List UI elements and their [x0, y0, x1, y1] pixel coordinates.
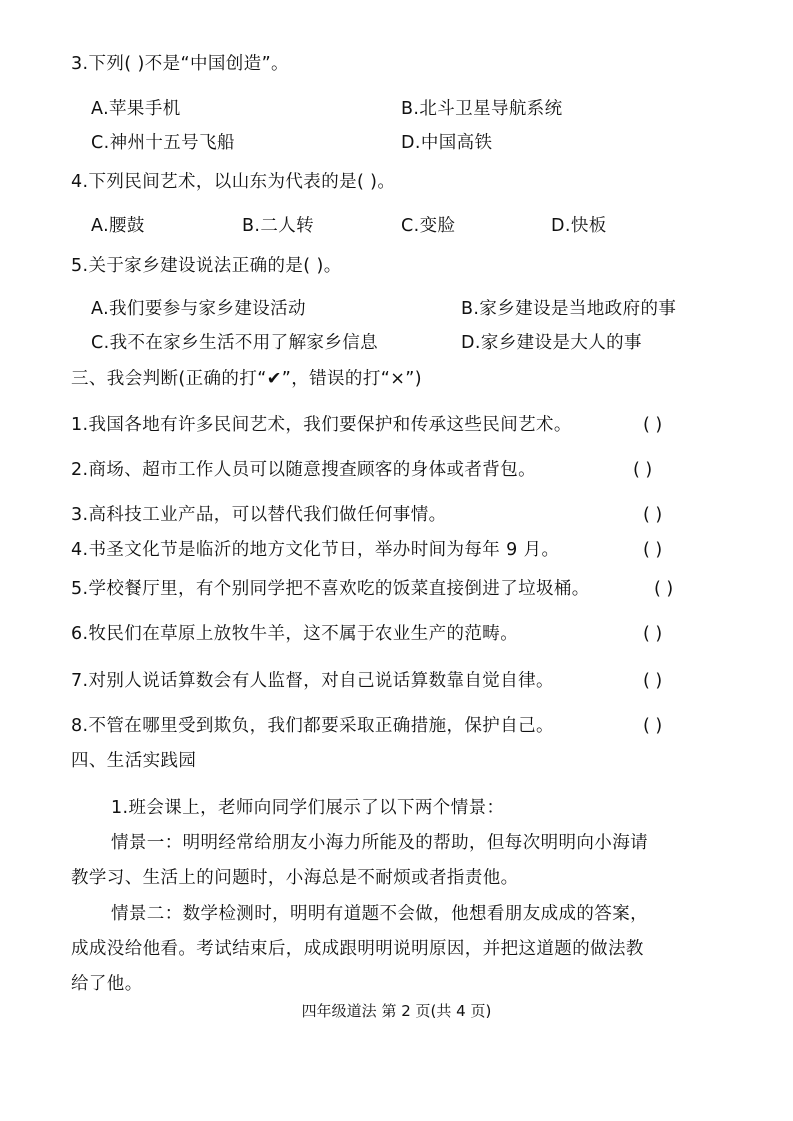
- question-4-option-a: A.腰鼓: [91, 216, 145, 236]
- section-4-intro: 1.班会课上，老师向同学们展示了以下两个情景：: [111, 798, 505, 818]
- judge-item-2-answer[interactable]: ( ): [633, 460, 653, 480]
- judge-item-7-answer[interactable]: ( ): [643, 671, 663, 691]
- scene-1-line-2: 教学习、生活上的问题时，小海总是不耐烦或者指责他。: [71, 868, 519, 888]
- page-footer: 四年级道法 第 2 页(共 4 页): [301, 1002, 492, 1020]
- judge-item-6-answer[interactable]: ( ): [643, 624, 663, 644]
- question-3-option-d: D.中国高铁: [401, 133, 493, 153]
- question-4-option-d: D.快板: [551, 216, 607, 236]
- judge-item-1-answer[interactable]: ( ): [643, 415, 663, 435]
- question-4-stem: 4.下列民间艺术，以山东为代表的是( )。: [71, 172, 396, 192]
- question-5-option-d: D.家乡建设是大人的事: [461, 333, 642, 353]
- question-3-option-b: B.北斗卫星导航系统: [401, 99, 563, 119]
- judge-item-6: 6.牧民们在草原上放牧牛羊，这不属于农业生产的范畴。: [71, 624, 519, 644]
- question-5-stem: 5.关于家乡建设说法正确的是( )。: [71, 256, 342, 276]
- question-3-option-a: A.苹果手机: [91, 99, 181, 119]
- judge-item-1: 1.我国各地有许多民间艺术，我们要保护和传承这些民间艺术。: [71, 415, 572, 435]
- question-4-option-b: B.二人转: [242, 216, 315, 236]
- scene-2-line-2: 成成没给他看。考试结束后，成成跟明明说明原因，并把这道题的做法教: [71, 939, 644, 959]
- scene-2-line-1: 情景二：数学检测时，明明有道题不会做，他想看朋友成成的答案，: [111, 904, 648, 924]
- question-5-option-b: B.家乡建设是当地政府的事: [461, 299, 677, 319]
- scene-2-line-3: 给了他。: [71, 974, 143, 994]
- judge-item-7: 7.对别人说话算数会有人监督，对自己说话算数靠自觉自律。: [71, 671, 554, 691]
- judge-item-2: 2.商场、超市工作人员可以随意搜查顾客的身体或者背包。: [71, 460, 536, 480]
- judge-item-3: 3.高科技工业产品，可以替代我们做任何事情。: [71, 505, 447, 525]
- judge-item-8-answer[interactable]: ( ): [643, 716, 663, 736]
- judge-item-3-answer[interactable]: ( ): [643, 505, 663, 525]
- scene-1-line-1: 情景一：明明经常给朋友小海力所能及的帮助，但每次明明向小海请: [111, 833, 648, 853]
- question-3-stem: 3.下列( )不是“中国创造”。: [71, 54, 289, 74]
- judge-item-5: 5.学校餐厅里，有个别同学把不喜欢吃的饭菜直接倒进了垃圾桶。: [71, 579, 590, 599]
- judge-item-8: 8.不管在哪里受到欺负，我们都要采取正确措施，保护自己。: [71, 716, 554, 736]
- question-4-option-c: C.变脸: [401, 216, 456, 236]
- judge-item-4-answer[interactable]: ( ): [643, 540, 663, 560]
- section-3-heading: 三、我会判断(正确的打“✔”，错误的打“×”): [71, 369, 422, 389]
- question-3-option-c: C.神州十五号飞船: [91, 133, 235, 153]
- judge-item-4: 4.书圣文化节是临沂的地方文化节日，举办时间为每年 9 月。: [71, 540, 560, 560]
- judge-item-5-answer[interactable]: ( ): [654, 579, 674, 599]
- section-4-heading: 四、生活实践园: [71, 751, 197, 771]
- question-5-option-c: C.我不在家乡生活不用了解家乡信息: [91, 333, 379, 353]
- question-5-option-a: A.我们要参与家乡建设活动: [91, 299, 306, 319]
